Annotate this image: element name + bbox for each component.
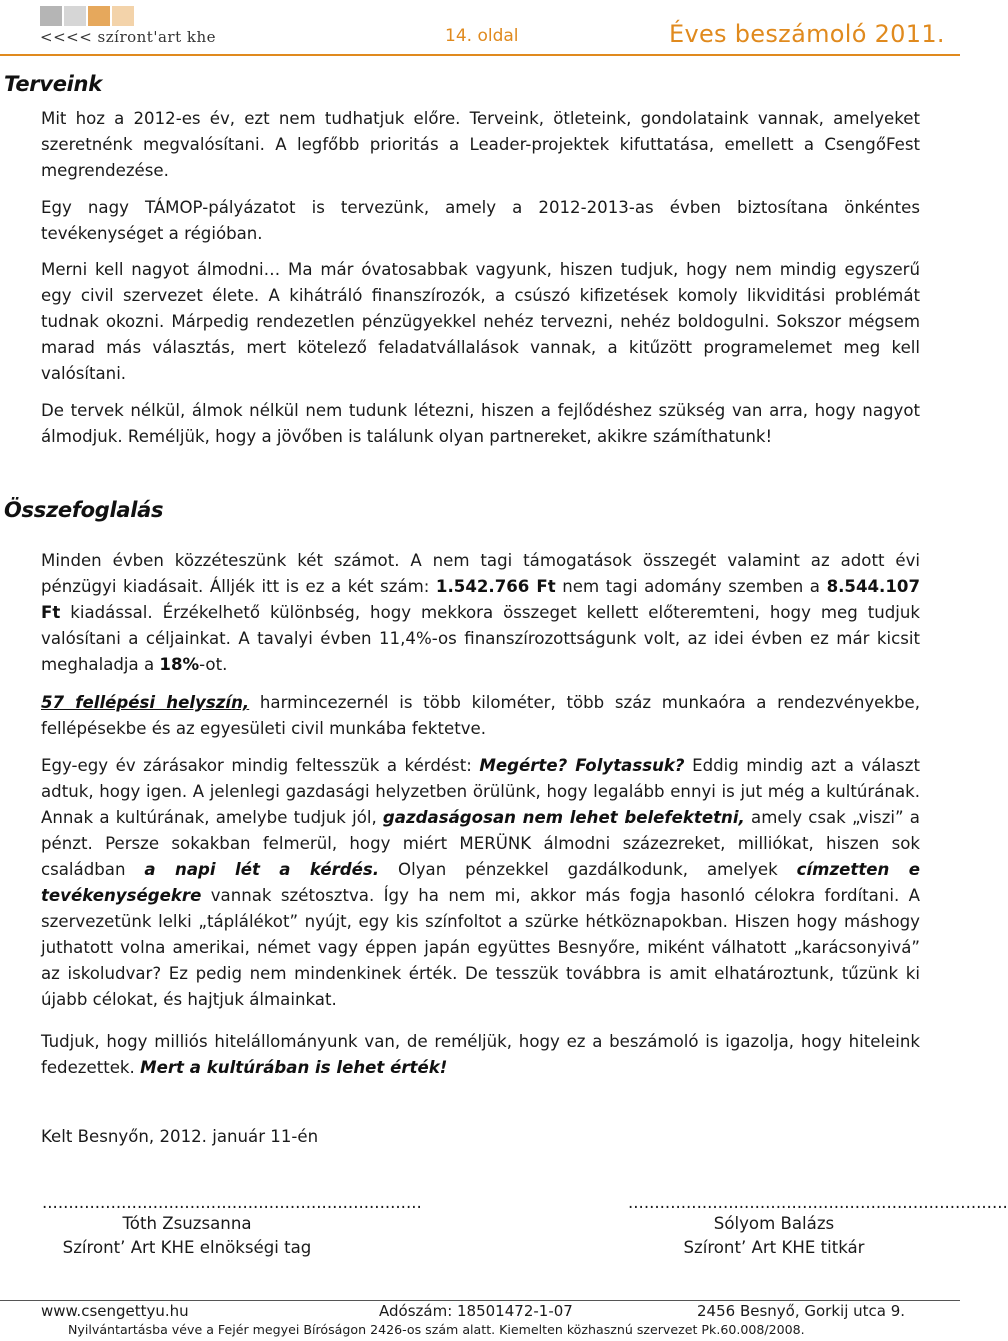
summary-text: amely csak „viszi” a pénzt. Persze sokakban felmerül, hogy miért MERÜNK álmodni százezreket, milliókat, hiszen sok családban	[41, 808, 920, 879]
summary-text: kiadással. Érzékelhető különbség, hogy mekkora összeget kellett előteremteni, hogy meg tudjuk valósítani a céljainkat. A tavalyi évben 11,4%-os finanszírozottságunk volt, az idei évben ez már kicsit meghaladja a	[41, 603, 920, 674]
summary-paragraph-4	[41, 1029, 920, 1081]
footer-registration: Nyilvántartásba véve a Fejér megyei Bíróságon 2426-os szám alatt. Kiemelten közhasznú szervezet Pk.60.008/2008.	[68, 1322, 805, 1337]
footer-tax-id: Adószám: 18501472-1-07	[379, 1302, 573, 1320]
page-number: 14. oldal	[445, 26, 519, 46]
place-and-date: Kelt Besnyőn, 2012. január 11-én	[41, 1127, 319, 1146]
summary-text: nem tagi adomány szemben a	[555, 577, 827, 596]
summary-text: -ot.	[199, 655, 228, 674]
logo-square	[40, 6, 62, 26]
closing-motto: Mert a kultúrában is lehet érték!	[140, 1058, 448, 1077]
summary-text: Eddig mindig azt a választ adtuk, hogy igen. A jelenlegi gazdasági helyzetben örülünk, hogy legalább ennyi is jut még a kultúrának. Annak a kultúrának, amelybe tudjuk jól,	[41, 756, 921, 827]
footer-address: 2456 Besnyő, Gorkij utca 9.	[697, 1302, 906, 1320]
summary-text: harmincezernél is több kilométer, több száz munkaóra a rendezvényekbe, fellépésekbe és az egyesületi civil munkába fektetve.	[41, 693, 920, 738]
funding-percentage: 18%	[159, 655, 200, 674]
logo-square	[64, 6, 86, 26]
summary-paragraph-2	[41, 690, 920, 742]
footer-website: www.csengettyu.hu	[41, 1302, 189, 1320]
section-heading-plans: Terveink	[4, 72, 102, 96]
summary-paragraph-1	[41, 548, 920, 678]
plans-paragraph-1: Mit hoz a 2012-es év, ezt nem tudhatjuk előre. Terveink, ötleteink, gondolataink vannak, amelyeket szeretnénk megvalósítani. A legfőbb prioritás a Leader-projektek kifuttatása, emellett a CsengőFest megrendezése.	[41, 109, 920, 180]
footer-divider	[0, 1300, 960, 1301]
signature-block-right	[628, 1193, 1008, 1260]
logo-square	[112, 6, 134, 26]
summary-paragraph-3	[41, 753, 920, 1013]
emphasis-text: gazdaságosan nem lehet belefektetni,	[382, 808, 745, 827]
signature-line: ........................................................................	[42, 1193, 422, 1212]
venues-count: 57 fellépési helyszín,	[41, 693, 250, 712]
emphasis-text: a napi lét a kérdés.	[144, 860, 380, 879]
emphasis-text: címzetten e tevékenységekre	[41, 860, 920, 905]
plans-paragraph-3: Merni kell nagyot álmodni… Ma már óvatosabbak vagyunk, hiszen tudjuk, hogy nem mindig egyszerű egy civil szervezet élete. A kihátráló finanszírozók, a csúszó kifizetések komoly likviditási problémát tudnak okozni. Márpedig rendezetlen pénzügyekkel nehéz tervezni, nehéz boldogulni. Sokszor mégsem marad más választás, mert kötelező feladatvállalások vannak, a kitűzött programelemet meg kell valósítani.	[41, 260, 920, 383]
logo-text: <<<< szíront'art khe	[40, 28, 216, 46]
section-heading-summary: Összefoglalás	[4, 498, 164, 522]
plans-paragraph-4: De tervek nélkül, álmok nélkül nem tudunk létezni, hiszen a fejlődéshez szükség van arra, hogy nagyot álmodjuk. Reméljük, hogy a jövőben is találunk olyan partnereket, akikre számíthatunk!	[41, 401, 920, 446]
signatory-role: Szíront’ Art KHE titkár	[683, 1238, 865, 1257]
summary-text: Tudjuk, hogy milliós hitelállományunk van, de reméljük, hogy ez a beszámoló is igazolja, hogy hiteleink fedezettek.	[41, 1032, 920, 1077]
expense-amount: 8.544.107 Ft	[41, 577, 920, 622]
signatory-role: Szíront’ Art KHE elnökségi tag	[62, 1238, 312, 1257]
logo-square	[88, 6, 110, 26]
donation-amount: 1.542.766 Ft	[435, 577, 556, 596]
header-divider	[0, 54, 960, 56]
signatory-name: Tóth Zsuzsanna	[122, 1214, 252, 1233]
signatory-name: Sólyom Balázs	[713, 1214, 835, 1233]
report-title: Éves beszámoló 2011.	[669, 20, 945, 48]
plans-paragraph-2: Egy nagy TÁMOP-pályázatot is tervezünk, amely a 2012-2013-as évben biztosítana önkéntes tevékenységet a régióban.	[41, 198, 920, 243]
summary-text: Minden évben közzéteszünk két számot. A nem tagi támogatások összegét valamint az adott évi pénzügyi kiadásait. Álljék itt is ez a két szám:	[41, 551, 920, 596]
summary-text: vannak szétosztva. Így ha nem mi, akkor más fogja hasonló célokra fordítani. A szervezetünk lelki „táplálékot” nyújt, egy kis színfoltot a szürke hétköznapokban. Hiszen hogy máshogy juthatott volna amerikai, német vagy éppen japán együttes Besnyőre, miként válhatott „karácsonyivá” az iskoludvar? Ez pedig nem mindenkinek érték. De tesszük továbbra is amit elhatároztunk, tűzünk ki újabb célokat, és hajtjuk álmainkat.	[41, 886, 920, 1009]
summary-text: Egy-egy év zárásakor mindig feltesszük a kérdést:	[41, 756, 480, 775]
signature-line: ........................................................................	[628, 1193, 1008, 1212]
key-question: Megérte? Folytassuk?	[479, 756, 685, 775]
signature-block-left	[42, 1193, 422, 1260]
organization-logo	[40, 6, 240, 46]
summary-text: Olyan pénzekkel gazdálkodunk, amelyek	[379, 860, 797, 879]
